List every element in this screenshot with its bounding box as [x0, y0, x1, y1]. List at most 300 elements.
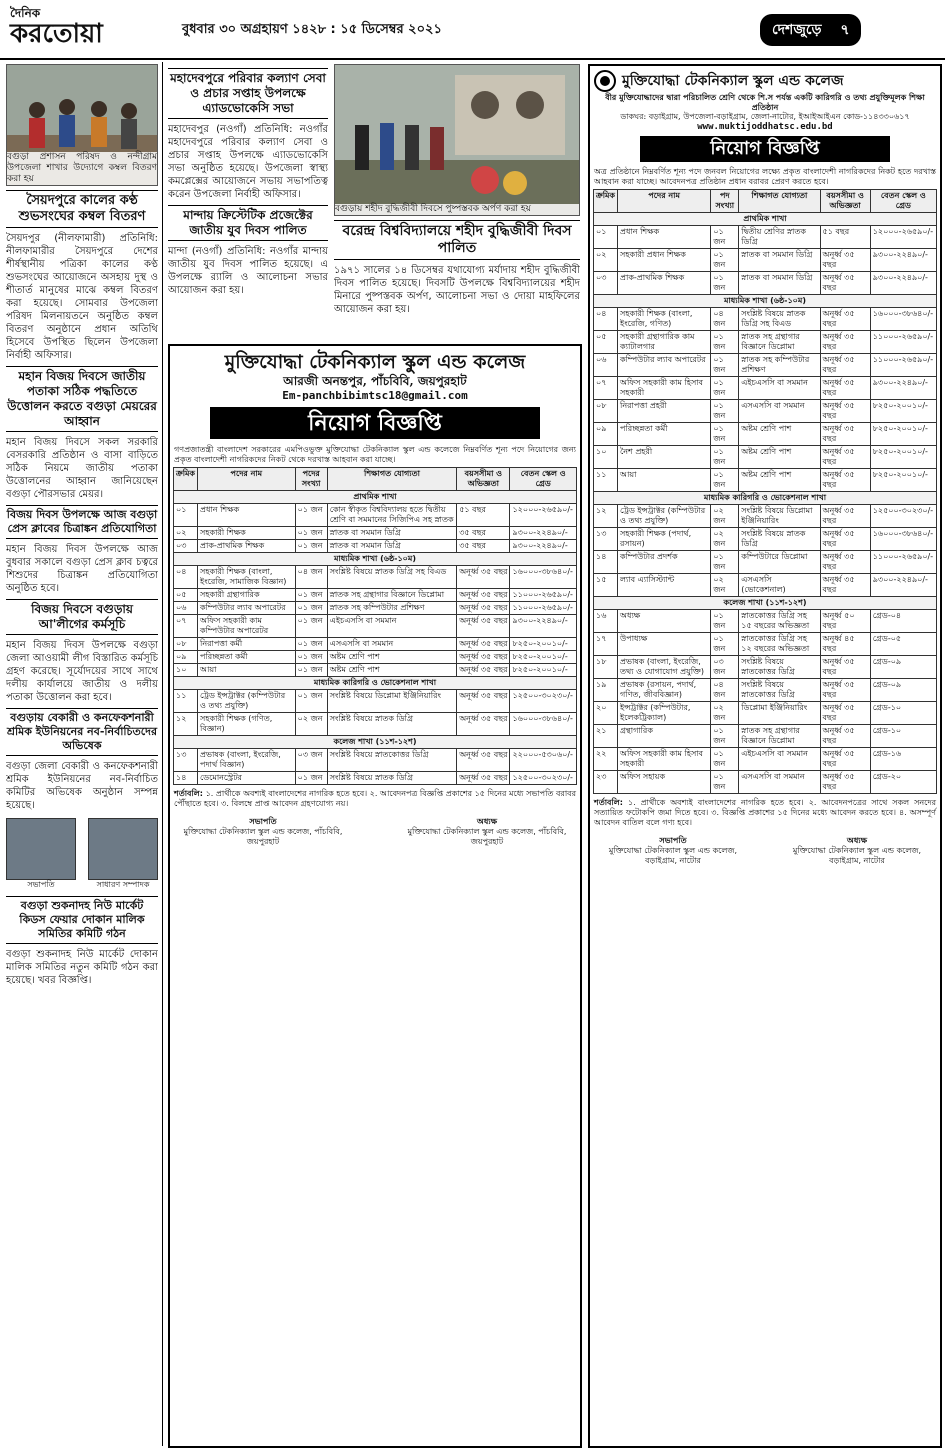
- headline-awami-league: বিজয় দিবসে বগুড়ায় আ'লীগের কর্মসূচি: [6, 599, 158, 635]
- table-cell: সহকারী শিক্ষক: [198, 527, 296, 540]
- section-label: কলেজ শাখা (১১শ-১২শ): [594, 597, 937, 610]
- section-label: মাধ্যমিক কারিগরি ও ভোকেশনাল শাখা: [174, 677, 577, 690]
- table-cell: এসএসসি বা সমমান: [739, 400, 820, 423]
- job-ad-baraigram: [588, 64, 942, 1448]
- table-cell: ১১০০০-২৬৫৯০/-: [870, 551, 936, 574]
- table-cell: ০২ জন: [711, 505, 739, 528]
- table-row: [594, 656, 937, 679]
- column-divider: [162, 62, 163, 1446]
- table-cell: ০১: [594, 226, 618, 249]
- table-cell: ইন্সট্রাক্টর (কম্পিউটার, ইলেকট্রিক্যাল): [618, 702, 711, 725]
- table-cell: ১৬০০০-৩৮৬৪০/-: [510, 713, 577, 736]
- ad-address: ডাকঘর: বড়াইগ্রাম, উপজেলা-বড়াইগ্রাম, জেলা-নাটোর, ইআইআইএন কোড-১১৪৩৩০৬১৭: [620, 112, 910, 121]
- signatory-title: সভাপতি: [659, 836, 687, 845]
- table-header-cell: পদ সংখ্যা: [711, 190, 739, 213]
- table-cell: ০৫: [174, 589, 198, 602]
- table-row: [594, 226, 937, 249]
- table-cell: ১১০০০-২৬৫৯০/-: [510, 589, 577, 602]
- headline-blanket: সৈয়দপুরে কালের কণ্ঠ শুভসংঘের কম্বল বিতরণ: [6, 190, 158, 228]
- article-text: বগুড়া শুকনাদহ নিউ মার্কেট দোকান মালিক সমিতির নতুন কমিটি গঠন করা হয়েছে। খবর বিজ্ঞপ্তি।: [6, 949, 158, 986]
- table-cell: অনূর্ধ্ব ৩৫ বছর: [457, 566, 510, 589]
- table-row: [174, 566, 577, 589]
- portrait-label: সাধারণ সম্পাদক: [96, 880, 150, 889]
- table-cell: ০১ জন: [295, 589, 327, 602]
- table-cell: ডেমোনস্ট্রেটর: [198, 772, 296, 785]
- table-cell: অনূর্ধ্ব ৩৫ বছর: [820, 377, 870, 400]
- table-cell: অনূর্ধ্ব ৩৫ বছর: [820, 423, 870, 446]
- table-cell: ১৮: [594, 656, 618, 679]
- table-cell: ০২ জন: [711, 528, 739, 551]
- ad-heading: [590, 66, 940, 92]
- table-cell: ০১ জন: [295, 615, 327, 638]
- table-row: [174, 749, 577, 772]
- table-cell: অষ্টম শ্রেণি পাশ: [739, 423, 820, 446]
- section-label: কলেজ শাখা (১১শ-১২শ): [174, 736, 577, 749]
- article-text: মান্দা (নওগাঁ) প্রতিনিধি: নওগাঁর মান্দায় জাতীয় যুব দিবস পালিত হয়েছে। এ উপলক্ষে র‍্যালি ও আলোচনা সভার আয়োজন করা হয়।: [168, 246, 328, 296]
- table-cell: ৯৩০০-২২৪৯০/-: [510, 527, 577, 540]
- table-cell: এসএসসি বা সমমান: [739, 771, 820, 794]
- table-row: [174, 664, 577, 677]
- table-cell: সংশ্লিষ্ট বিষয়ে স্নাতক ডিগ্রি: [327, 772, 456, 785]
- table-cell: অনূর্ধ্ব ৫০ বছর: [820, 610, 870, 633]
- table-cell: প্রাক-প্রাথমিক শিক্ষক: [198, 540, 296, 553]
- table-cell: ০১ জন: [295, 664, 327, 677]
- table-cell: ট্রেড ইন্সট্রাক্টর (কম্পিউটার ও তথ্য প্রযুক্তি): [198, 690, 296, 713]
- table-cell: ০৯: [594, 423, 618, 446]
- table-row: [174, 527, 577, 540]
- table-cell: কম্পিউটার প্রদর্শক: [618, 551, 711, 574]
- table-cell: ২০: [594, 702, 618, 725]
- table-cell: ০৪ জন: [711, 308, 739, 331]
- table-cell: সহকারী প্রধান শিক্ষক: [618, 249, 711, 272]
- section-label: মাধ্যমিক শাখা (৬ষ্ঠ-১০ম): [594, 295, 937, 308]
- section-badge: [760, 14, 861, 46]
- table-cell: ০১ জন: [711, 551, 739, 574]
- table-cell: ০১ জন: [711, 377, 739, 400]
- table-cell: গ্রেড-২০: [870, 771, 936, 794]
- table-cell: ১২৫০০-৩০২৩০/-: [510, 690, 577, 713]
- table-cell: অনূর্ধ্ব ৩৫ বছর: [820, 331, 870, 354]
- table-cell: স্নাতক সহ গ্রন্থাগার বিজ্ঞানে ডিপ্লোমা: [739, 725, 820, 748]
- table-section-row: [594, 492, 937, 505]
- column-university: [334, 64, 580, 339]
- table-cell: গ্রেড-০৪: [870, 610, 936, 633]
- table-cell: ১৪: [174, 772, 198, 785]
- table-cell: ৯৩০০-২২৪৯০/-: [870, 249, 936, 272]
- portrait-president: [6, 818, 76, 890]
- table-cell: ১১: [594, 469, 618, 492]
- table-section-row: [174, 736, 577, 749]
- table-header-cell: বয়সসীমা ও অভিজ্ঞতা: [820, 190, 870, 213]
- table-section-row: [594, 597, 937, 610]
- table-cell: ল্যাব এ্যাসিস্ট্যান্ট: [618, 574, 711, 597]
- signature-block: [782, 836, 932, 866]
- table-cell: অনূর্ধ্ব ৩৫ বছর: [820, 551, 870, 574]
- ad-intro: অত্র প্রতিষ্ঠানে নিম্নবর্ণিত শূন্য পদে জনবল নিয়োগের লক্ষ্যে প্রকৃত বাংলাদেশী নাগরিকদের নিকট হতে দরখাস্ত আহবান করা যাচ্ছে। আবেদনপত্র প্রতিষ্ঠান প্রধান বরাবর প্রেরণ করতে হবে।: [594, 167, 936, 186]
- table-cell: ১১: [174, 690, 198, 713]
- table-cell: প্রভাষক (বাংলা, ইংরেজি, পদার্থ বিজ্ঞান): [198, 749, 296, 772]
- table-cell: ০১ জন: [711, 446, 739, 469]
- table-cell: অনূর্ধ্ব ৩৫ বছর: [820, 528, 870, 551]
- table-cell: ৯৩০০-২২৪৯০/-: [510, 540, 577, 553]
- signature-block: [598, 836, 748, 866]
- table-cell: ১৬০০০-৩৮৬৪০/-: [510, 566, 577, 589]
- table-cell: ৮২৫০-২০০১০/-: [870, 446, 936, 469]
- article-text: বগুড়া জেলা বেকারী ও কনফেকশনারী শ্রমিক ইউনিয়নের নব-নির্বাচিত কমিটির অভিষেক অনুষ্ঠান সম্পন্ন হয়েছে।: [6, 761, 158, 811]
- table-cell: স্নাতক বা সমমান ডিগ্রি: [739, 272, 820, 295]
- table-cell: ০১: [174, 504, 198, 527]
- signatory-title: সভাপতি: [249, 817, 277, 826]
- table-cell: পরিচ্ছন্নতা কর্মী: [618, 423, 711, 446]
- table-cell: ০৩: [174, 540, 198, 553]
- ad-email: Em-panchbibimtsc18@gmail.com: [282, 389, 468, 402]
- table-row: [594, 528, 937, 551]
- table-cell: ৮২৫০-২০০১০/-: [510, 638, 577, 651]
- table-cell: ১১০০০-২৬৫৯০/-: [870, 354, 936, 377]
- table-cell: ১০: [594, 446, 618, 469]
- table-cell: ৮২৫০-২০০১০/-: [870, 469, 936, 492]
- table-cell: ১২৫০০-৩০২৩০/-: [870, 505, 936, 528]
- article-text: মহান বিজয় দিবসে সকল সরকারি বেসরকারি প্রতিষ্ঠান ও বাসা বাড়িতে সঠিক নিয়মে জাতীয় পতাকা উত্তোলনের আহ্বান জানিয়েছেন বগুড়া পৌরসভার মেয়র।: [6, 437, 158, 500]
- table-cell: ২৩: [594, 771, 618, 794]
- table-cell: ৮২৫০-২০০১০/-: [510, 651, 577, 664]
- table-cell: কম্পিউটার ল্যাব অপারেটর: [618, 354, 711, 377]
- table-cell: ০৩ জন: [295, 749, 327, 772]
- table-cell: অনূর্ধ্ব ৩৫ বছর: [820, 702, 870, 725]
- headline-art-competition: বিজয় দিবস উপলক্ষে আজ বগুড়া প্রেস ক্লাবের চিত্রাঙ্কন প্রতিযোগিতা: [6, 505, 158, 539]
- table-cell: ট্রেড ইন্সট্রাক্টর (কম্পিউটার ও তথ্য প্রযুক্তি): [618, 505, 711, 528]
- table-cell: নৈশ প্রহরী: [618, 446, 711, 469]
- table-cell: সংশ্লিষ্ট বিষয়ে স্নাতকোত্তর ডিগ্রি: [739, 656, 820, 679]
- section-name: দেশজুড়ে: [772, 22, 822, 38]
- table-cell: অধ্যক্ষ: [618, 610, 711, 633]
- headline-youth-day: মান্দায় ক্রিস্টেটিক প্রজেক্টের জাতীয় যুব দিবস পালিত: [168, 205, 328, 241]
- table-row: [594, 748, 937, 771]
- article-text: মহাদেবপুর (নওগাঁ) প্রতিনিধি: নওগাঁর মহাদেবপুরে পরিবার কল্যাণ সেবা ও প্রচার সপ্তাহ উপলক্ষে এ্যাডভোকেসি সভা অনুষ্ঠিত হয়েছে। উপজেলা স্বাস্থ্য কমপ্লেক্সের আয়োজনে সভায় সভাপতিত্ব করেন উপজেলা নির্বাহী অফিসার।: [168, 124, 328, 200]
- table-section-row: [174, 491, 577, 504]
- newspaper-logo: [10, 6, 103, 48]
- table-cell: ০১ জন: [295, 504, 327, 527]
- table-cell: ০৩: [594, 272, 618, 295]
- table-cell: ০৭: [174, 615, 198, 638]
- table-cell: অনূর্ধ্ব ৩৫ বছর: [820, 249, 870, 272]
- table-cell: ০৪ জন: [295, 566, 327, 589]
- ad-subtitle: বীর মুক্তিযোদ্ধাদের দ্বারা পরিচালিত শ্রেণি থেকে শি.স পর্যন্ত একটি কারিগরি ও তথ্য প্রযুক্তিমূলক শিক্ষা প্রতিষ্ঠান: [605, 92, 925, 112]
- table-cell: এসএসসি (ভোকেশনাল): [739, 574, 820, 597]
- table-cell: ৫১ বছর: [457, 504, 510, 527]
- table-cell: অনূর্ধ্ব ৩৫ বছর: [457, 664, 510, 677]
- ad-signatures: [170, 813, 580, 851]
- portrait-label: সভাপতি: [27, 880, 55, 889]
- table-cell: সংশ্লিষ্ট বিষয়ে ডিপ্লোমা ইঞ্জিনিয়ারিং: [327, 690, 456, 713]
- table-cell: ৮২৫০-২০০১০/-: [510, 664, 577, 677]
- table-cell: অনূর্ধ্ব ৩৫ বছর: [820, 656, 870, 679]
- table-cell: প্রাক-প্রাথমিক শিক্ষক: [618, 272, 711, 295]
- terms-text: ১. প্রার্থীকে অবশ্যই বাংলাদেশের নাগরিক হতে হবে। ২. আবেদনপত্র বিজ্ঞপ্তি প্রকাশের ১৫ দিনের মধ্যে সভাপতি বরাবর পৌঁছাতে হবে। ৩. বিলম্বে প্রাপ্ত আবেদন গ্রহণযোগ্য নয়।: [174, 789, 577, 808]
- ad-website: www.muktijoddhatsc.edu.bd: [697, 122, 833, 132]
- table-row: [174, 602, 577, 615]
- table-cell: সংশ্লিষ্ট বিষয়ে স্নাতক ডিগ্রি: [327, 713, 456, 736]
- table-cell: অনূর্ধ্ব ৩৫ বছর: [457, 602, 510, 615]
- table-cell: অনূর্ধ্ব ৩৫ বছর: [820, 748, 870, 771]
- table-cell: ৩৫ বছর: [457, 540, 510, 553]
- table-cell: ১২: [594, 505, 618, 528]
- table-cell: ৮২৫০-২০০১০/-: [870, 423, 936, 446]
- table-row: [594, 574, 937, 597]
- headline-family-welfare: মহাদেবপুরে পরিবার কল্যাণ সেবা ও প্রচার সপ্তাহ উপলক্ষে এ্যাডভোকেসি সভা: [168, 68, 328, 119]
- table-cell: গ্রেড-০৯: [870, 679, 936, 702]
- table-cell: এইচএসসি বা সমমান: [739, 377, 820, 400]
- table-row: [594, 423, 937, 446]
- table-cell: কোন স্বীকৃত বিশ্ববিদ্যালয় হতে দ্বিতীয় শ্রেণি বা সমমানের সিজিপিএ সহ স্নাতক: [327, 504, 456, 527]
- table-cell: সংশ্লিষ্ট বিষয়ে স্নাতকোত্তর ডিগ্রি: [739, 679, 820, 702]
- table-cell: অনূর্ধ্ব ৩৫ বছর: [457, 651, 510, 664]
- table-cell: উপাধ্যক্ষ: [618, 633, 711, 656]
- photo-illustration: [335, 65, 580, 215]
- table-cell: অনূর্ধ্ব ৩৫ বছর: [820, 725, 870, 748]
- table-cell: গ্রেড-১০: [870, 702, 936, 725]
- table-cell: ০৪: [174, 566, 198, 589]
- table-cell: সংশ্লিষ্ট বিষয়ে ডিপ্লোমা ইঞ্জিনিয়ারিং: [739, 505, 820, 528]
- terms-text: ১. প্রার্থীকে অবশ্যই বাংলাদেশের নাগরিক হতে হবে। ২. আবেদনপত্রের সাথে সকল সনদের সত্যায়িত ফটোকপি জমা দিতে হবে। ৩. বিজ্ঞপ্তি প্রকাশের ১৫ দিনের মধ্যে আবেদন করতে হবে। ৪. অসম্পূর্ণ আবেদন বাতিল বলে গণ্য হবে।: [594, 798, 937, 827]
- table-cell: ২২: [594, 748, 618, 771]
- table-cell: সহকারী শিক্ষক (পদার্থ, রসায়ন): [618, 528, 711, 551]
- table-cell: স্নাতক সহ কম্পিউটার প্রশিক্ষণ: [327, 602, 456, 615]
- table-row: [174, 589, 577, 602]
- table-cell: ২১: [594, 725, 618, 748]
- table-cell: ০১ জন: [295, 527, 327, 540]
- table-cell: ০৬: [174, 602, 198, 615]
- signatory-institution: মুক্তিযোদ্ধা টেকনিক্যাল স্কুল এন্ড কলেজ, পাঁচবিবি, জয়পুরহাট: [407, 827, 567, 846]
- table-cell: প্রভাষক (রসায়ন, পদার্থ, গণিত, জীববিজ্ঞান): [618, 679, 711, 702]
- table-cell: ০১ জন: [711, 633, 739, 656]
- column-middle: [168, 64, 328, 339]
- ad-terms: [170, 785, 580, 813]
- table-header-cell: পদের নাম: [198, 468, 296, 491]
- table-cell: ০৯: [174, 651, 198, 664]
- table-cell: ০১ জন: [711, 610, 739, 633]
- table-row: [594, 377, 937, 400]
- table-cell: দ্বিতীয় শ্রেণির স্নাতক ডিগ্রি: [739, 226, 820, 249]
- table-cell: সহকারী গ্রন্থাগারিক: [198, 589, 296, 602]
- school-emblem-icon: [594, 70, 616, 92]
- table-cell: ০৭: [594, 377, 618, 400]
- table-cell: ০১ জন: [295, 602, 327, 615]
- table-cell: ১৬০০০-৩৮৬৪০/-: [870, 308, 936, 331]
- table-cell: ০৫: [594, 331, 618, 354]
- table-cell: অফিস সহকারী কাম হিসাব সহকারী: [618, 377, 711, 400]
- section-label: মাধ্যমিক শাখা (৬ষ্ঠ-১০ম): [174, 553, 577, 566]
- table-cell: অনূর্ধ্ব ৩৫ বছর: [457, 713, 510, 736]
- table-cell: ৩৫ বছর: [457, 527, 510, 540]
- table-cell: ১৪: [594, 551, 618, 574]
- table-cell: ১১০০০-২৬৫৯০/-: [870, 331, 936, 354]
- section-label: প্রাথমিক শাখা: [594, 213, 937, 226]
- table-cell: ০১ জন: [711, 771, 739, 794]
- table-cell: আয়া: [198, 664, 296, 677]
- table-cell: ০১ জন: [295, 772, 327, 785]
- table-row: [594, 331, 937, 354]
- table-cell: ৮২৫০-২০০১০/-: [870, 400, 936, 423]
- table-header-row: [594, 190, 937, 213]
- table-header-cell: ক্রমিক: [594, 190, 618, 213]
- table-row: [174, 690, 577, 713]
- headline-market-committee: বগুড়া শুকনাদহ নিউ মার্কেট কিডস ফেয়ার দোকান মালিক সমিতির কমিটি গঠন: [6, 896, 158, 944]
- table-header-cell: বয়সসীমা ও অভিজ্ঞতা: [457, 468, 510, 491]
- table-cell: অনূর্ধ্ব ৩৫ বছর: [457, 638, 510, 651]
- page-header: [0, 0, 945, 60]
- table-row: [594, 446, 937, 469]
- table-header-cell: ক্রমিক: [174, 468, 198, 491]
- table-cell: ১২০০০-২৬৫৯০/-: [510, 504, 577, 527]
- table-cell: স্নাতক সহ গ্রন্থাগার বিজ্ঞানে ডিপ্লোমা: [739, 331, 820, 354]
- table-cell: অষ্টম শ্রেণি পাশ: [327, 651, 456, 664]
- table-cell: গ্রেড-১০: [870, 725, 936, 748]
- issue-date: বুধবার ৩০ অগ্রহায়ণ ১৪২৮ : ১৫ ডিসেম্বর ২০২১: [182, 22, 442, 37]
- table-cell: সহকারী শিক্ষক (গণিত, বিজ্ঞান): [198, 713, 296, 736]
- table-cell: অফিস সহকারী কাম কম্পিউটার অপারেটর: [198, 615, 296, 638]
- table-cell: ০১ জন: [711, 748, 739, 771]
- table-row: [174, 504, 577, 527]
- table-cell: অনূর্ধ্ব ৩৫ বছর: [820, 505, 870, 528]
- portraits-row: [6, 818, 158, 890]
- table-row: [174, 651, 577, 664]
- signature-block: [178, 817, 348, 847]
- table-cell: ৯৩০০-২২৪৯০/-: [870, 574, 936, 597]
- table-cell: ০১ জন: [295, 540, 327, 553]
- portrait-secretary: [88, 818, 158, 890]
- table-cell: ০১ জন: [711, 331, 739, 354]
- portrait-photo: [6, 818, 76, 880]
- table-cell: অষ্টম শ্রেণি পাশ: [327, 664, 456, 677]
- table-cell: ০১ জন: [711, 249, 739, 272]
- table-header-cell: বেতন স্কেল ও গ্রেড: [870, 190, 936, 213]
- table-cell: অনূর্ধ্ব ৩৫ বছর: [457, 615, 510, 638]
- table-cell: ১৯: [594, 679, 618, 702]
- table-row: [594, 400, 937, 423]
- table-row: [594, 308, 937, 331]
- ad-signatures: [590, 832, 940, 870]
- logo-main: করতোয়া: [10, 19, 103, 49]
- table-row: [594, 771, 937, 794]
- ad-terms: [590, 794, 940, 832]
- table-row: [174, 638, 577, 651]
- table-cell: কম্পিউটার ল্যাব অপারেটর: [198, 602, 296, 615]
- table-cell: অনূর্ধ্ব ৪৫ বছর: [820, 633, 870, 656]
- table-cell: স্নাতক সহ গ্রন্থাগার বিজ্ঞানে ডিপ্লোমা: [327, 589, 456, 602]
- column-left: [6, 64, 158, 1444]
- signature-block: [402, 817, 572, 847]
- table-cell: ৯৩০০-২২৪৯০/-: [510, 615, 577, 638]
- article-text: মহান বিজয় দিবস উপলক্ষে আজ বুধবার সকালে বগুড়া প্রেস ক্লাব চত্বরে শিশুদের চিত্রাঙ্কন প্রতিযোগিতা অনুষ্ঠিত হবে।: [6, 544, 158, 594]
- table-cell: অনূর্ধ্ব ৩৫ বছর: [457, 772, 510, 785]
- table-cell: অফিস সহকারী কাম হিসাব সহকারী: [618, 748, 711, 771]
- table-cell: ১৭: [594, 633, 618, 656]
- article-text: সৈয়দপুর (নীলফামারী) প্রতিনিধি: নীলফামারীর সৈয়দপুরে দেশের শীর্ষস্থানীয় পত্রিকা কালের কণ্ঠ শুভসংঘের আয়োজনে অসহায় দুস্থ ও শীতার্ত মানুষের মাঝে কম্বল বিতরণ করা হয়েছে। সোমবার উপজেলা পরিষদ মিলনায়তনে অনুষ্ঠিত কম্বল বিতরণ অনুষ্ঠানে প্রধান অতিথি হিসেবে উপস্থিত ছিলেন উপজেলা নির্বাহী অফিসার।: [6, 233, 158, 361]
- table-cell: ১১০০০-২৬৫৯০/-: [510, 602, 577, 615]
- signatory-title: অধ্যক্ষ: [476, 817, 498, 826]
- table-cell: ১৬: [594, 610, 618, 633]
- table-cell: অনূর্ধ্ব ৩৫ বছর: [820, 400, 870, 423]
- job-ad-panchbibi: [168, 344, 582, 1448]
- table-header-cell: বেতন স্কেল ও গ্রেড: [510, 468, 577, 491]
- table-cell: নিরাপত্তা কর্মী: [198, 638, 296, 651]
- signatory-institution: মুক্তিযোদ্ধা টেকনিক্যাল স্কুল এন্ড কলেজ, বড়াইগ্রাম, নাটোর: [792, 846, 922, 865]
- table-cell: ০২: [594, 249, 618, 272]
- table-cell: ০৪: [594, 308, 618, 331]
- table-cell: ১৩: [174, 749, 198, 772]
- section-label: মাধ্যমিক কারিগরি ও ভোকেশনাল শাখা: [594, 492, 937, 505]
- ad-institution-title: মুক্তিযোদ্ধা টেকনিক্যাল স্কুল এন্ড কলেজ: [224, 351, 526, 373]
- table-header-cell: শিক্ষাগত যোগ্যতা: [739, 190, 820, 213]
- table-row: [594, 551, 937, 574]
- table-row: [594, 679, 937, 702]
- table-cell: ০২ জন: [295, 713, 327, 736]
- table-cell: ০১ জন: [711, 354, 739, 377]
- table-cell: স্নাতকোত্তর ডিগ্রি সহ ১২ বছরের অভিজ্ঞতা: [739, 633, 820, 656]
- section-label: প্রাথমিক শাখা: [174, 491, 577, 504]
- table-cell: ০১ জন: [711, 725, 739, 748]
- table-cell: গ্রন্থাগারিক: [618, 725, 711, 748]
- table-cell: সহকারী শিক্ষক (বাংলা, ইংরেজি, সামাজিক বিজ্ঞান): [198, 566, 296, 589]
- table-row: [594, 702, 937, 725]
- table-cell: এইচএসসি বা সমমান: [327, 615, 456, 638]
- portrait-photo: [88, 818, 158, 880]
- news-photo-blanket: [6, 64, 158, 186]
- signatory-institution: মুক্তিযোদ্ধা টেকনিক্যাল স্কুল এন্ড কলেজ, পাঁচবিবি, জয়পুরহাট: [183, 827, 343, 846]
- table-cell: ০১ জন: [711, 400, 739, 423]
- page-number: ৭: [840, 22, 850, 38]
- table-cell: অষ্টম শ্রেণি পাশ: [739, 446, 820, 469]
- vacancy-table: [593, 189, 937, 794]
- table-row: [174, 772, 577, 785]
- table-cell: অনূর্ধ্ব ৩৫ বছর: [457, 690, 510, 713]
- table-row: [594, 505, 937, 528]
- table-cell: ০১ জন: [711, 423, 739, 446]
- table-cell: সংশ্লিষ্ট বিষয়ে স্নাতক ডিগ্রি সহ বিএড: [327, 566, 456, 589]
- table-cell: ০৪ জন: [711, 679, 739, 702]
- table-cell: প্রধান শিক্ষক: [198, 504, 296, 527]
- table-cell: অনূর্ধ্ব ৩৫ বছর: [820, 574, 870, 597]
- table-cell: অনূর্ধ্ব ৩৫ বছর: [820, 272, 870, 295]
- table-cell: অনূর্ধ্ব ৩৫ বছর: [457, 589, 510, 602]
- table-cell: ১৬০০০-৩৮৬৪০/-: [870, 528, 936, 551]
- news-photo-memorial: [334, 64, 580, 216]
- table-row: [174, 615, 577, 638]
- table-cell: ১০: [174, 664, 198, 677]
- table-section-row: [594, 213, 937, 226]
- table-cell: ০১ জন: [711, 272, 739, 295]
- photo-caption: বগুড়ায় শহীদ বুদ্ধিজীবী দিবসে পুষ্পস্তবক অর্পণ করা হয়: [335, 204, 579, 215]
- table-section-row: [174, 677, 577, 690]
- table-cell: ১২০০০-২৬৫৯০/-: [870, 226, 936, 249]
- table-header-cell: পদের নাম: [618, 190, 711, 213]
- table-cell: ৫১ বছর: [820, 226, 870, 249]
- table-cell: ০২ জন: [711, 574, 739, 597]
- terms-title: শর্তাবলি:: [174, 789, 203, 798]
- logo-top: দৈনিক: [10, 6, 41, 20]
- table-cell: ০১ জন: [295, 638, 327, 651]
- table-cell: স্নাতক বা সমমান ডিগ্রি: [327, 540, 456, 553]
- table-cell: অনূর্ধ্ব ৩৫ বছর: [457, 749, 510, 772]
- table-cell: ৯৩০০-২২৪৯০/-: [870, 377, 936, 400]
- table-cell: এসএসসি বা সমমান: [327, 638, 456, 651]
- table-cell: ৯৩০০-২২৪৯০/-: [870, 272, 936, 295]
- table-cell: ১৫: [594, 574, 618, 597]
- table-cell: সংশ্লিষ্ট বিষয়ে স্নাতকোত্তর ডিগ্রি: [327, 749, 456, 772]
- table-cell: অনূর্ধ্ব ৩৫ বছর: [820, 679, 870, 702]
- table-cell: গ্রেড-১৬: [870, 748, 936, 771]
